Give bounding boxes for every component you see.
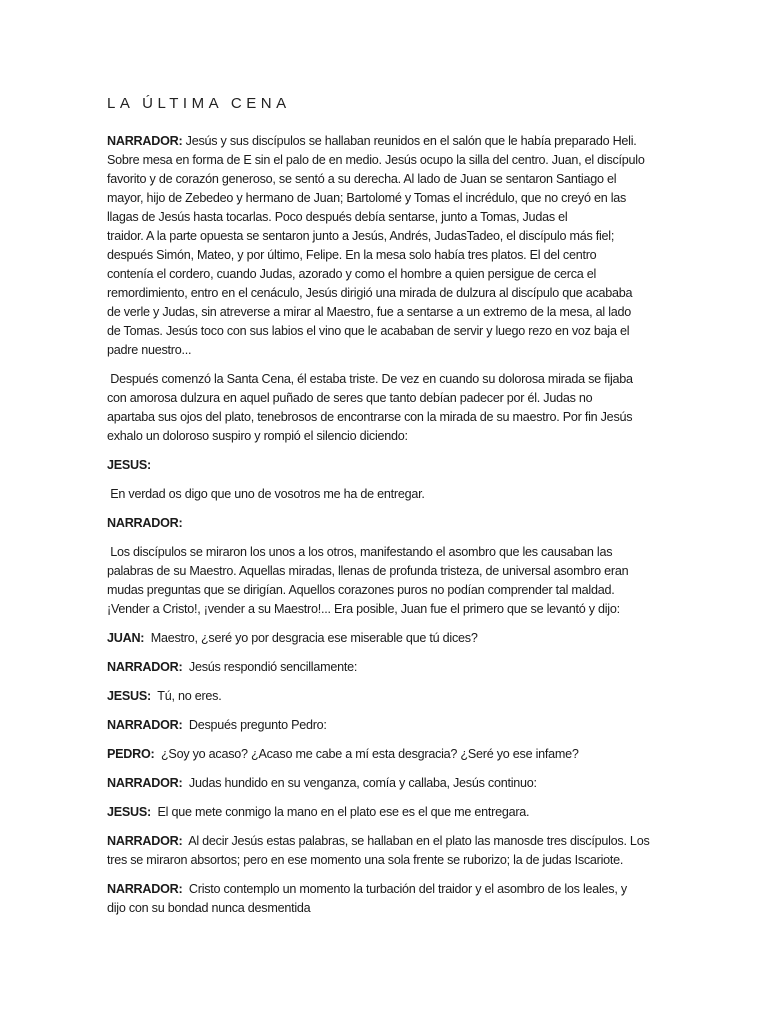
- paragraph: [107, 716, 662, 735]
- line-text: traidor. A la parte opuesta se sentaron junto a Jesús, Andrés, JudasTadeo, el discípulo más fiel;: [107, 229, 615, 243]
- speaker-label: NARRADOR:: [107, 134, 183, 148]
- line-text: apartaba sus ojos del plato, tenebrosos de encontrarse con la mirada de su maestro. Por fin Jesús: [107, 410, 633, 424]
- line-text: Después comenzó la Santa Cena, él estaba triste. De vez en cuando su dolorosa mirada se fijaba: [107, 372, 633, 386]
- paragraph-line: [107, 408, 662, 427]
- speaker-label: NARRADOR:: [107, 834, 183, 848]
- line-text: remordimiento, entro en el cenáculo, Jesús dirigió una mirada de dulzura al discípulo que acababa: [107, 286, 633, 300]
- document-page: [107, 94, 662, 928]
- line-text: exhalo un doloroso suspiro y rompió el silencio diciendo:: [107, 429, 408, 443]
- paragraph-line: [107, 341, 662, 360]
- speaker-label: PEDRO:: [107, 747, 155, 761]
- paragraph-line: [107, 322, 662, 341]
- speaker-label: JESUS:: [107, 458, 151, 472]
- paragraph-line: [107, 880, 662, 899]
- line-text: llagas de Jesús hasta tocarlas. Poco después debía sentarse, junto a Tomas, Judas el: [107, 210, 568, 224]
- paragraph-line: [107, 658, 662, 677]
- speaker-label: NARRADOR:: [107, 882, 183, 896]
- paragraph-line: [107, 745, 662, 764]
- paragraph-line: [107, 208, 662, 227]
- line-text: de verle y Judas, sin atreverse a mirar al Maestro, fue a sentarse a un extremo de la mesa, al lado: [107, 305, 632, 319]
- speaker-label: JESUS:: [107, 805, 151, 819]
- line-text: Al decir Jesús estas palabras, se hallaban en el plato las manosde tres discípulos. Los: [182, 834, 650, 848]
- paragraph-line: [107, 170, 662, 189]
- line-text: tres se miraron absortos; pero en ese momento una sola frente se ruborizo; la de judas Iscariote.: [107, 853, 624, 867]
- line-text: Jesús respondió sencillamente:: [182, 660, 358, 674]
- line-text: mudas preguntas que se dirigían. Aquellos corazones puros no podían comprender tal maldad.: [107, 583, 615, 597]
- paragraph-line: [107, 284, 662, 303]
- line-text: mayor, hijo de Zebedeo y hermano de Juan; Bartolomé y Tomas el incrédulo, que no creyó en las: [107, 191, 627, 205]
- line-text: palabras de su Maestro. Aquellas miradas, llenas de profunda tristeza, de universal asombro eran: [107, 564, 629, 578]
- paragraph: [107, 880, 662, 918]
- line-text: dijo con su bondad nunca desmentida: [107, 901, 311, 915]
- speaker-label: NARRADOR:: [107, 516, 183, 530]
- paragraph: [107, 803, 662, 822]
- paragraph: [107, 745, 662, 764]
- paragraph-line: [107, 246, 662, 265]
- paragraph-line: [107, 132, 662, 151]
- paragraph-line: [107, 803, 662, 822]
- line-text: con amorosa dulzura en aquel puñado de seres que tanto debían padecer por él. Judas no: [107, 391, 593, 405]
- paragraph-line: [107, 227, 662, 246]
- paragraph-line: [107, 370, 662, 389]
- line-text: El que mete conmigo la mano en el plato ese es el que me entregara.: [151, 805, 530, 819]
- paragraph-line: [107, 303, 662, 322]
- paragraph-line: [107, 687, 662, 706]
- paragraph-line: [107, 851, 662, 870]
- paragraph-line: [107, 543, 662, 562]
- paragraph-line: [107, 832, 662, 851]
- paragraph: [107, 370, 662, 446]
- line-text: ¿Soy yo acaso? ¿Acaso me cabe a mí esta desgracia? ¿Seré yo ese infame?: [154, 747, 579, 761]
- line-text: Sobre mesa en forma de E sin el palo de en medio. Jesús ocupo la silla del centro. Juan, el discípulo: [107, 153, 645, 167]
- speaker-label: JESUS:: [107, 689, 151, 703]
- paragraph-line: [107, 151, 662, 170]
- document-body: [107, 132, 662, 918]
- paragraph-line: [107, 265, 662, 284]
- paragraph-line: [107, 427, 662, 446]
- paragraph: [107, 629, 662, 648]
- paragraph: [107, 658, 662, 677]
- line-text: Después pregunto Pedro:: [182, 718, 327, 732]
- paragraph-line: [107, 189, 662, 208]
- line-text: de Tomas. Jesús toco con sus labios el vino que le acababan de servir y luego rezo en voz baja el: [107, 324, 630, 338]
- line-text: después Simón, Mateo, y por último, Felipe. En la mesa solo había tres platos. El del centro: [107, 248, 597, 262]
- paragraph-line: [107, 562, 662, 581]
- paragraph-line: [107, 629, 662, 648]
- speaker-label: NARRADOR:: [107, 718, 183, 732]
- paragraph: [107, 687, 662, 706]
- line-text: Los discípulos se miraron los unos a los otros, manifestando el asombro que les causaban las: [107, 545, 613, 559]
- paragraph: [107, 543, 662, 619]
- speaker-label: NARRADOR:: [107, 660, 183, 674]
- line-text: Jesús y sus discípulos se hallaban reunidos en el salón que le había preparado Heli.: [182, 134, 637, 148]
- speaker-label: JUAN:: [107, 631, 145, 645]
- paragraph-line: [107, 899, 662, 918]
- paragraph: [107, 485, 662, 504]
- paragraph-line: [107, 716, 662, 735]
- paragraph-line: [107, 485, 662, 504]
- line-text: ¡Vender a Cristo!, ¡vender a su Maestro!... Era posible, Juan fue el primero que se levantó y dijo:: [107, 602, 620, 616]
- document-title: LA ÚLTIMA CENA: [107, 95, 291, 112]
- line-text: Judas hundido en su venganza, comía y callaba, Jesús continuo:: [182, 776, 537, 790]
- line-text: En verdad os digo que uno de vosotros me ha de entregar.: [107, 487, 425, 501]
- line-text: Tú, no eres.: [151, 689, 222, 703]
- line-text: favorito y de corazón generoso, se sentó a su derecha. Al lado de Juan se sentaron Santiago el: [107, 172, 617, 186]
- paragraph-line: [107, 774, 662, 793]
- paragraph-line: [107, 581, 662, 600]
- paragraph-line: [107, 389, 662, 408]
- line-text: Cristo contemplo un momento la turbación del traidor y el asombro de los leales, y: [182, 882, 627, 896]
- line-text: padre nuestro...: [107, 343, 192, 357]
- line-text: contenía el cordero, cuando Judas, azorado y como el hombre a quien persigue de cerca el: [107, 267, 597, 281]
- paragraph-line: [107, 600, 662, 619]
- paragraph: [107, 774, 662, 793]
- paragraph: [107, 132, 662, 360]
- speaker-label: NARRADOR:: [107, 776, 183, 790]
- paragraph: [107, 832, 662, 870]
- line-text: Maestro, ¿seré yo por desgracia ese miserable que tú dices?: [144, 631, 478, 645]
